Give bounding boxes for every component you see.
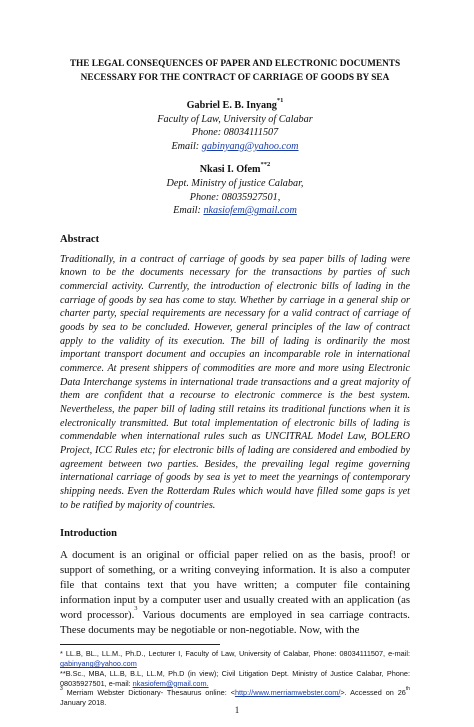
- paper-title: [60, 57, 410, 85]
- author-name: [60, 163, 410, 177]
- title-line-1: THE LEGAL CONSEQUENCES OF PAPER AND ELECTRONIC DOCUMENTS: [69, 59, 401, 69]
- author-phone: Phone: 08035927501,: [189, 191, 281, 203]
- footnotes: [60, 649, 410, 708]
- author-footnote-mark: *1: [276, 97, 284, 104]
- footnote-text: Merriam Webster Dictionary- Thesaurus online: <: [62, 688, 235, 698]
- author-affiliation: Dept. Ministry of justice Calabar,: [166, 177, 304, 189]
- email-label: Email:: [171, 140, 202, 152]
- footnote-email-link[interactable]: nkasiofem@gmail.com.: [132, 678, 209, 688]
- author-email-link[interactable]: nkasiofem@gmail.com: [203, 205, 297, 217]
- author-phone: Phone: 08034111507: [191, 127, 279, 139]
- footnote-mark: 3: [60, 686, 63, 693]
- author-name-text: Nkasi I. Ofem: [199, 164, 261, 176]
- ordinal-suffix: th: [405, 686, 410, 693]
- introduction-text: [60, 548, 410, 638]
- footnote-mark: **: [60, 668, 66, 678]
- author-email-link[interactable]: gabinyang@yahoo.com: [201, 140, 299, 152]
- author-name: [60, 99, 410, 113]
- footnote-text: >. Accessed on 26: [340, 688, 406, 698]
- author-email-line: [60, 204, 410, 218]
- footnote-email-link[interactable]: gabinyang@yahoo.com: [60, 659, 137, 669]
- footnote-2: [60, 669, 410, 689]
- footnote-mark: *: [60, 649, 63, 659]
- author-email-line: [60, 140, 410, 154]
- introduction-text-part: Various documents are employed in sea carriage contracts. These documents may be negotiable or non-negotiable. Now, with the: [60, 609, 410, 637]
- author-name-text: Gabriel E. B. Inyang: [186, 100, 277, 111]
- footnote-text: B.Sc., MBA, LL.B, B.L, LL.M, Ph.D (in view); Civil Litigation Dept. Ministry of Justice Calabar, Phone: 08035927501, e-mail:: [60, 668, 410, 688]
- author-footnote-mark: **2: [260, 161, 271, 169]
- author-affiliation: Faculty of Law, University of Calabar: [157, 113, 313, 125]
- page-number: 1: [234, 705, 240, 715]
- author-block-2: [60, 163, 410, 217]
- footnote-text: January 2018.: [60, 698, 107, 708]
- email-label: Email:: [173, 205, 204, 217]
- footnote-ref-mark[interactable]: 3: [134, 605, 138, 613]
- footnote-1: [60, 649, 410, 669]
- footnote-divider: [60, 644, 220, 645]
- footnote-text: LL.B, BL., LL.M., Ph.D., Lecturer I, Faculty of Law, University of Calabar, Phone: 08034111507, e-mail:: [62, 649, 410, 659]
- title-line-2: NECESSARY FOR THE CONTRACT OF CARRIAGE OF GOODS BY SEA: [80, 73, 390, 83]
- footnote-url-link[interactable]: http://www.merriamwebster.com/: [234, 688, 341, 698]
- introduction-text-part: A document is an original or official paper relied on as the basis, proof! or support of something, or a writing conveying information. It is also a computer file that contains text that you have written; a computer file containing information input by a computer user and usually created with an application (as word processor).: [60, 549, 410, 622]
- introduction-heading: Introduction: [60, 528, 117, 540]
- paper-page: [0, 57, 474, 727]
- abstract-text: Traditionally, in a contract of carriage of goods by sea paper bills of lading were known to be the documents necessary for the transactions by parties of such commercial activity. Currently, the introduction of electronic bills of lading in the carriage of goods by sea has come to stay. Whether by carriage in a general ship or charter party, special requirements are necessary for a valid contract of carriage of goods by sea to be concluded. However, general principles of the law of contract apply to the validity of its execution. The bill of lading is ordinarily the most important transport document and occupies an incomparable role in international commerce. At present shippers of commodities are more and more using Electronic Data Interchange systems in international trade transactions and a great majority of them are confident that a recourse to electronic commerce is the best system. Nevertheless, the paper bill of lading still retains its traditional functions when it is electronically transmitted. But total implementation of electronic bills of lading is commendable when international rules such as UNCITRAL Model Law, BOLERO Project, ICC Rules etc; for electronic bills of lading are considered and embodied by agreement between two parties. Besides, the prevailing legal regime governing international carriage of goods by sea is yet to meet the yearnings of contemporary shipping needs. Even the Rotterdam Rules which would have filled some gaps is yet to be ratified by majority of countries.: [60, 253, 410, 511]
- abstract-heading: Abstract: [60, 233, 100, 245]
- author-block-1: [60, 99, 410, 153]
